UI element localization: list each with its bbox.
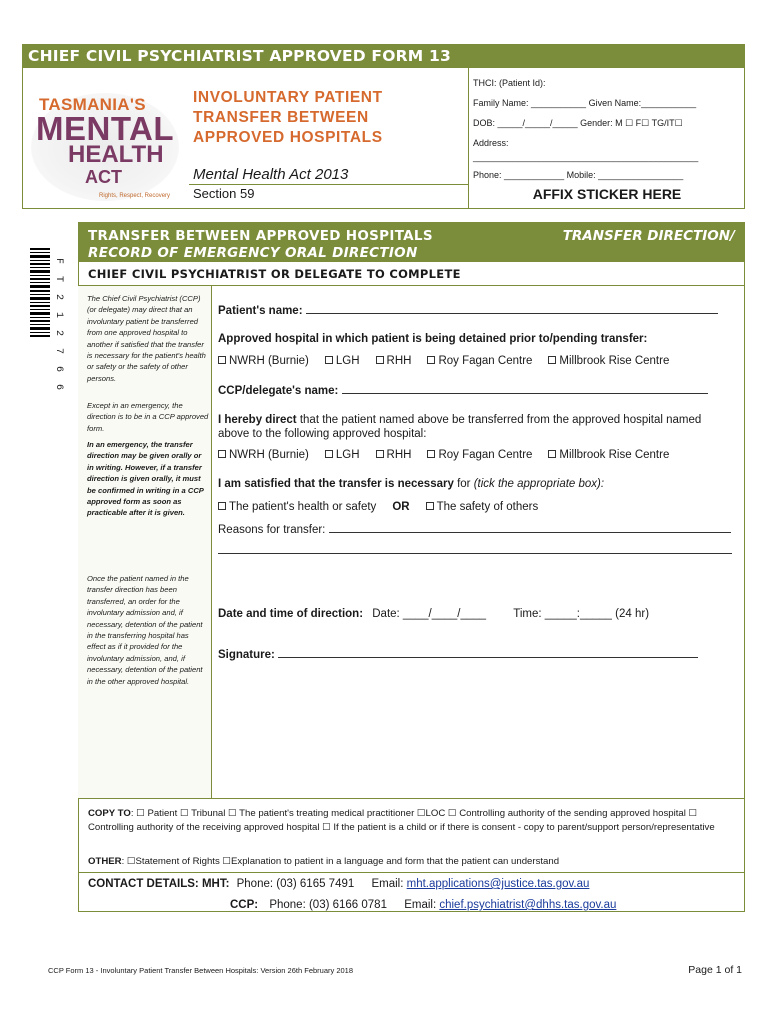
copy-to-section — [78, 798, 745, 912]
ccp-contact-label: CCP: — [230, 899, 259, 911]
contact-mht-row — [88, 878, 589, 890]
dob-gender-fields[interactable]: DOB: _____/_____/_____ Gender: M ☐ F☐ TG/IT☐ — [473, 118, 683, 128]
logo-line3: HEALTH — [68, 141, 164, 168]
header-box — [22, 68, 745, 209]
direct-statement-line2: above to the following approved hospital: — [218, 428, 427, 440]
direct-bold: I hereby direct — [218, 414, 297, 426]
header-vertical-divider — [468, 68, 469, 209]
satisfied-bold: I am satisfied that the transfer is necessary — [218, 478, 454, 490]
guidance-sidebar — [78, 286, 212, 798]
direct-rest: that the patient named above be transferred from the approved hospital named — [299, 414, 702, 426]
signature-row — [218, 648, 698, 661]
section-header — [78, 222, 745, 262]
option-safety-others[interactable]: The safety of others — [426, 501, 539, 513]
reasons-label: Reasons for transfer: — [218, 524, 326, 536]
copy-to-options[interactable]: : ☐ Patient ☐ Tribunal ☐ The patient's treating medical practitioner ☐LOC ☐ Controlling authority of the sending approved hospital ☐ Controlling authority of the receiving approved hospital ☐ If the patient is a child or if there is consent - copy to parent/support person/representative — [88, 808, 715, 833]
contact-divider — [78, 872, 745, 873]
target-option-millbrook[interactable]: Millbrook Rise Centre — [548, 449, 669, 461]
checkbox-icon[interactable] — [376, 356, 384, 364]
time-field[interactable]: Time: _____:_____ (24 hr) — [513, 608, 650, 620]
direct-statement — [218, 414, 701, 426]
satisfied-statement — [218, 478, 604, 490]
logo-line1: TASMANIA'S — [39, 95, 146, 114]
act-name: Mental Health Act 2013 — [193, 166, 349, 183]
header-divider — [189, 184, 469, 185]
form-banner: CHIEF CIVIL PSYCHIATRIST APPROVED FORM 13 — [22, 44, 745, 68]
or-label: OR — [392, 501, 410, 513]
contact-ccp-row — [230, 899, 616, 911]
address-label: Address: — [473, 138, 509, 148]
other-text — [88, 855, 738, 869]
checkbox-icon[interactable] — [325, 356, 333, 364]
mht-email-label: Email: — [371, 878, 404, 890]
checkbox-icon[interactable] — [218, 356, 226, 364]
ccp-name-label: CCP/delegate's name: — [218, 385, 339, 397]
checkbox-icon[interactable] — [218, 450, 226, 458]
reasons-field-2[interactable] — [218, 544, 732, 554]
detained-option-rhh[interactable]: RHH — [376, 355, 412, 367]
signature-field[interactable] — [278, 648, 698, 658]
necessity-options — [218, 501, 554, 513]
detained-hospital-options — [218, 355, 685, 367]
patient-name-label: Patient's name: — [218, 305, 303, 317]
target-hospital-options — [218, 449, 685, 461]
date-time-label: Date and time of direction: — [218, 608, 364, 620]
guidance-p3: In an emergency, the transfer direction may be given orally or in writing. However, if a transfer direction is given orally, it must be confirmed in writing in a CCP approved form as soon as practicable after it is given. — [87, 440, 204, 518]
section-title: TRANSFER BETWEEN APPROVED HOSPITALS — [88, 228, 433, 244]
barcode — [30, 248, 50, 338]
logo-line2: MENTAL — [36, 110, 175, 147]
checkbox-icon[interactable] — [548, 356, 556, 364]
option-health-safety[interactable]: The patient's health or safety — [218, 501, 376, 513]
section-number: Section 59 — [193, 186, 255, 201]
logo-line4: ACT — [85, 167, 122, 187]
detained-option-millbrook[interactable]: Millbrook Rise Centre — [548, 355, 669, 367]
detained-label: Approved hospital in which patient is being detained prior to/pending transfer: — [218, 333, 648, 345]
ccp-phone: Phone: (03) 6166 0781 — [269, 899, 387, 911]
address-field[interactable]: _____________________________________________ — [473, 152, 699, 162]
patient-name-row — [218, 304, 718, 317]
mht-email-link[interactable]: mht.applications@justice.tas.gov.au — [406, 878, 590, 890]
thci-field[interactable]: THCI: (Patient Id): — [473, 78, 546, 88]
logo-tagline: Rights, Respect, Recovery — [99, 193, 171, 199]
section-direction-label: TRANSFER DIRECTION/ — [562, 228, 735, 244]
title-line1: INVOLUNTARY PATIENT — [193, 89, 383, 106]
reasons-field-1[interactable] — [329, 523, 731, 533]
complete-by-text: CHIEF CIVIL PSYCHIATRIST OR DELEGATE TO COMPLETE — [88, 267, 461, 281]
signature-label: Signature: — [218, 649, 275, 661]
date-time-row — [218, 608, 649, 620]
detained-option-nwrh[interactable]: NWRH (Burnie) — [218, 355, 309, 367]
mental-health-act-logo — [31, 93, 179, 203]
checkbox-icon[interactable] — [218, 502, 226, 510]
checkbox-icon[interactable] — [325, 450, 333, 458]
date-field[interactable]: Date: ____/____/____ — [372, 608, 487, 620]
title-line3: APPROVED HOSPITALS — [193, 129, 383, 146]
name-fields[interactable]: Family Name: ___________ Given Name:___________ — [473, 98, 697, 108]
checkbox-icon[interactable] — [376, 450, 384, 458]
patient-name-field[interactable] — [306, 304, 718, 314]
mht-phone: Phone: (03) 6165 7491 — [236, 878, 355, 890]
target-option-nwrh[interactable]: NWRH (Burnie) — [218, 449, 309, 461]
checkbox-icon[interactable] — [426, 502, 434, 510]
target-option-royfagan[interactable]: Roy Fagan Centre — [427, 449, 532, 461]
reasons-row — [218, 523, 731, 536]
complete-by-header — [78, 262, 745, 286]
detained-option-royfagan[interactable]: Roy Fagan Centre — [427, 355, 532, 367]
satisfied-italic: (tick the appropriate box): — [473, 478, 605, 490]
target-option-lgh[interactable]: LGH — [325, 449, 360, 461]
mht-label: MHT: — [201, 878, 230, 890]
reasons-row-2 — [218, 544, 732, 557]
guidance-p4: Once the patient named in the transfer direction has been transferred, an order for the involuntary admission and, if necessary, detention of the patient in the transferring hospital has effect as if it provided for the involuntary admission, and, if necessary, detention of the patient in the other approved hospital. — [87, 574, 203, 686]
ccp-name-field[interactable] — [342, 384, 708, 394]
ccp-email-link[interactable]: chief.psychiatrist@dhhs.tas.gov.au — [439, 899, 617, 911]
contact-label: CONTACT DETAILS: — [88, 878, 199, 890]
phone-fields[interactable]: Phone: ____________ Mobile: _________________ — [473, 170, 684, 180]
footer-version: CCP Form 13 - Involuntary Patient Transfer Between Hospitals: Version 26th February 2018 — [48, 966, 354, 975]
target-option-rhh[interactable]: RHH — [376, 449, 412, 461]
satisfied-rest: for — [457, 478, 471, 490]
checkbox-icon[interactable] — [427, 450, 435, 458]
barcode-text: F T 2 1 2 7 6 6 — [53, 258, 64, 394]
page-number: Page 1 of 1 — [688, 964, 742, 976]
title-line2: TRANSFER BETWEEN — [193, 109, 369, 126]
other-options[interactable]: : ☐Statement of Rights ☐Explanation to patient in a language and form that the patient can understand — [121, 856, 560, 867]
guidance-p2: Except in an emergency, the direction is to be in a CCP approved form. — [87, 401, 209, 433]
checkbox-icon[interactable] — [427, 356, 435, 364]
ccp-name-row — [218, 384, 708, 397]
checkbox-icon[interactable] — [548, 450, 556, 458]
ccp-email-label: Email: — [404, 899, 437, 911]
other-label: OTHER — [88, 856, 122, 867]
copy-to-label: COPY TO — [88, 808, 131, 819]
affix-sticker-label: AFFIX STICKER HERE — [532, 186, 682, 202]
section-subtitle: RECORD OF EMERGENCY ORAL DIRECTION — [88, 245, 418, 261]
detained-option-lgh[interactable]: LGH — [325, 355, 360, 367]
form-title — [193, 88, 453, 148]
copy-to-text — [88, 807, 738, 835]
guidance-p1: The Chief Civil Psychiatrist (CCP) (or delegate) may direct that an involuntary patient be transferred from one approved hospital to another if satisfied that the transfer is necessary for the patient's health or safety or the safety of other persons. — [87, 294, 206, 383]
